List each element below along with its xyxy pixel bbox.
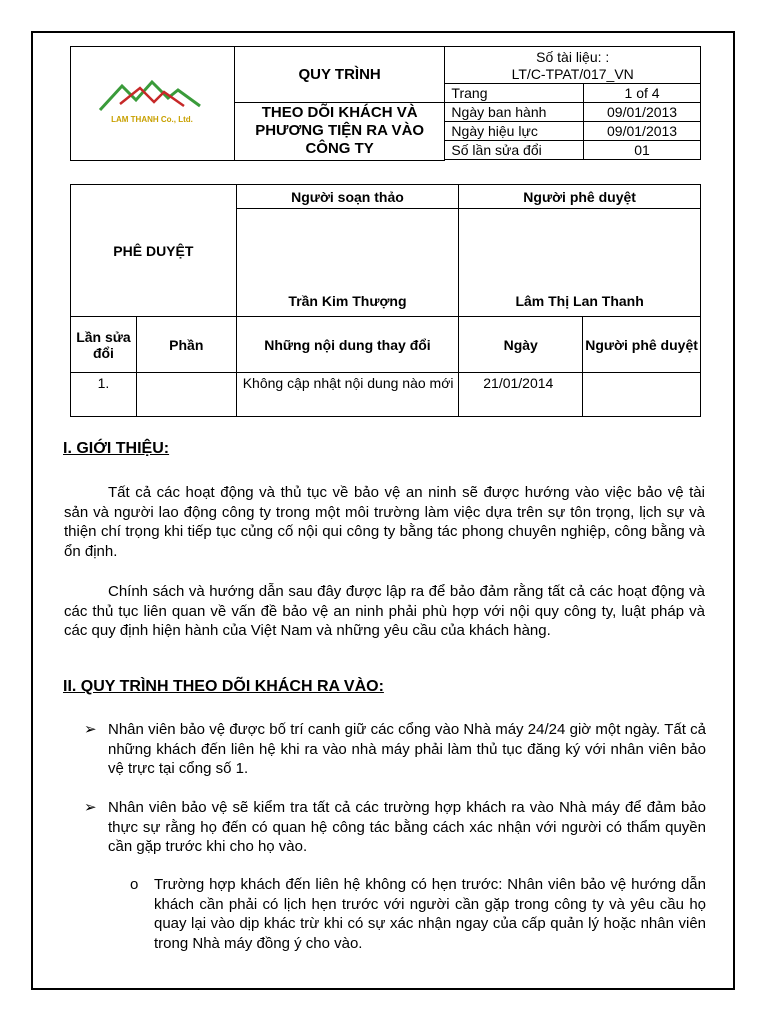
approval-table: [70, 184, 701, 417]
company-logo: [92, 72, 212, 132]
doc-title: THEO DÕI KHÁCH VÀ PHƯƠNG TIỆN RA VÀO CÔNG TY: [234, 103, 445, 161]
col-header-date: Ngày: [459, 317, 583, 373]
approver-signature: [459, 209, 701, 287]
revision-date: 21/01/2014: [459, 373, 583, 417]
header-row-value: 09/01/2013: [584, 122, 701, 141]
arrow-bullet-icon: ➢: [84, 799, 97, 816]
revision-part: [136, 373, 236, 417]
sub-list-item-text: Trường hợp khách đến liên hệ không có hẹn trước: Nhân viên bảo vệ hướng dẫn khách cần phải có lịch hẹn trước với người cần gặp trong công ty và yêu cầu họ quay lại vào dịp khác trừ khi có sự xác nhận ngay của cấp quản lý hoặc nhân viên trong Nhà máy đồng ý cho vào.: [154, 876, 706, 952]
doc-number: LT/C-TPAT/017_VN: [511, 66, 634, 82]
drafter-name: Trần Kim Thượng: [236, 287, 459, 317]
col-header-changes: Những nội dung thay đổi: [236, 317, 459, 373]
drafter-label: Người soạn thảo: [236, 185, 459, 209]
col-header-part: Phần: [136, 317, 236, 373]
drafter-signature: [236, 209, 459, 287]
header-row-label: Ngày hiệu lực: [445, 122, 584, 141]
header-row-label: Trang: [445, 84, 584, 103]
svg-text:LAM THANH Co., Ltd.: LAM THANH Co., Ltd.: [111, 114, 194, 124]
section1-paragraph: Tất cả các hoạt động và thủ tục về bảo vệ an ninh sẽ được hướng vào việc bảo vệ tài sản và người lao động công ty trong một môi trường làm việc dựa trên sự tôn trọng, lịch sự và thiện chí trọng khi tiếp tục củng cố nội qui công ty bằng tác phong chuyên nghiệp, công bằng và ổn định.: [64, 484, 705, 560]
doc-type: QUY TRÌNH: [234, 47, 445, 103]
doc-number-cell: [445, 47, 701, 84]
approver-name: Lâm Thị Lan Thanh: [459, 287, 701, 317]
circle-bullet-icon: o: [130, 876, 139, 893]
header-row-label: Ngày ban hành: [445, 103, 584, 122]
approver-label: Người phê duyệt: [459, 185, 701, 209]
revision-approver: [583, 373, 701, 417]
header-table: [70, 46, 701, 161]
col-header-approver: Người phê duyệt: [583, 317, 701, 373]
col-header-revision: Lần sửa đổi: [71, 317, 137, 373]
header-row-value: 01: [584, 141, 701, 160]
section1-paragraph: Chính sách và hướng dẫn sau đây được lập ra để bảo đảm rằng tất cả các hoạt động và các thủ tục liên quan về vấn đề bảo vệ an ninh phải phù hợp với nội quy công ty, luật pháp và các quy định hiện hành của Việt Nam và những yêu cầu của khách hàng.: [64, 583, 705, 639]
header-row-label: Số lần sửa đổi: [445, 141, 584, 160]
doc-number-label: Số tài liệu: :: [536, 49, 610, 65]
approval-label: PHÊ DUYỆT: [71, 185, 237, 317]
list-item: [84, 798, 706, 857]
list-item-text: Nhân viên bảo vệ sẽ kiểm tra tất cả các trường hợp khách ra vào Nhà máy để đảm bảo thực sự rằng họ đến có quan hệ công tác bằng cách xác nhận với người có thẩm quyền cần gặp trước khi cho họ vào.: [108, 799, 706, 855]
sub-list-item: [130, 875, 706, 953]
list-item-text: Nhân viên bảo vệ được bố trí canh giữ các cổng vào Nhà máy 24/24 giờ một ngày. Tất cả những khách đến liên hệ khi ra vào nhà máy phải làm thủ tục đăng ký với nhân viên bảo vệ trực tại cổng số 1.: [108, 721, 706, 777]
arrow-bullet-icon: ➢: [84, 721, 97, 738]
section2-heading: II. QUY TRÌNH THEO DÕI KHÁCH RA VÀO:: [63, 678, 384, 695]
revision-changes: Không cập nhật nội dung nào mới: [236, 373, 459, 417]
section1-heading: I. GIỚI THIỆU:: [63, 440, 170, 457]
header-row-value: 1 of 4: [584, 84, 701, 103]
header-row-value: 09/01/2013: [584, 103, 701, 122]
list-item: [84, 720, 706, 779]
logo-cell: [71, 47, 235, 161]
revision-no: 1.: [71, 373, 137, 417]
